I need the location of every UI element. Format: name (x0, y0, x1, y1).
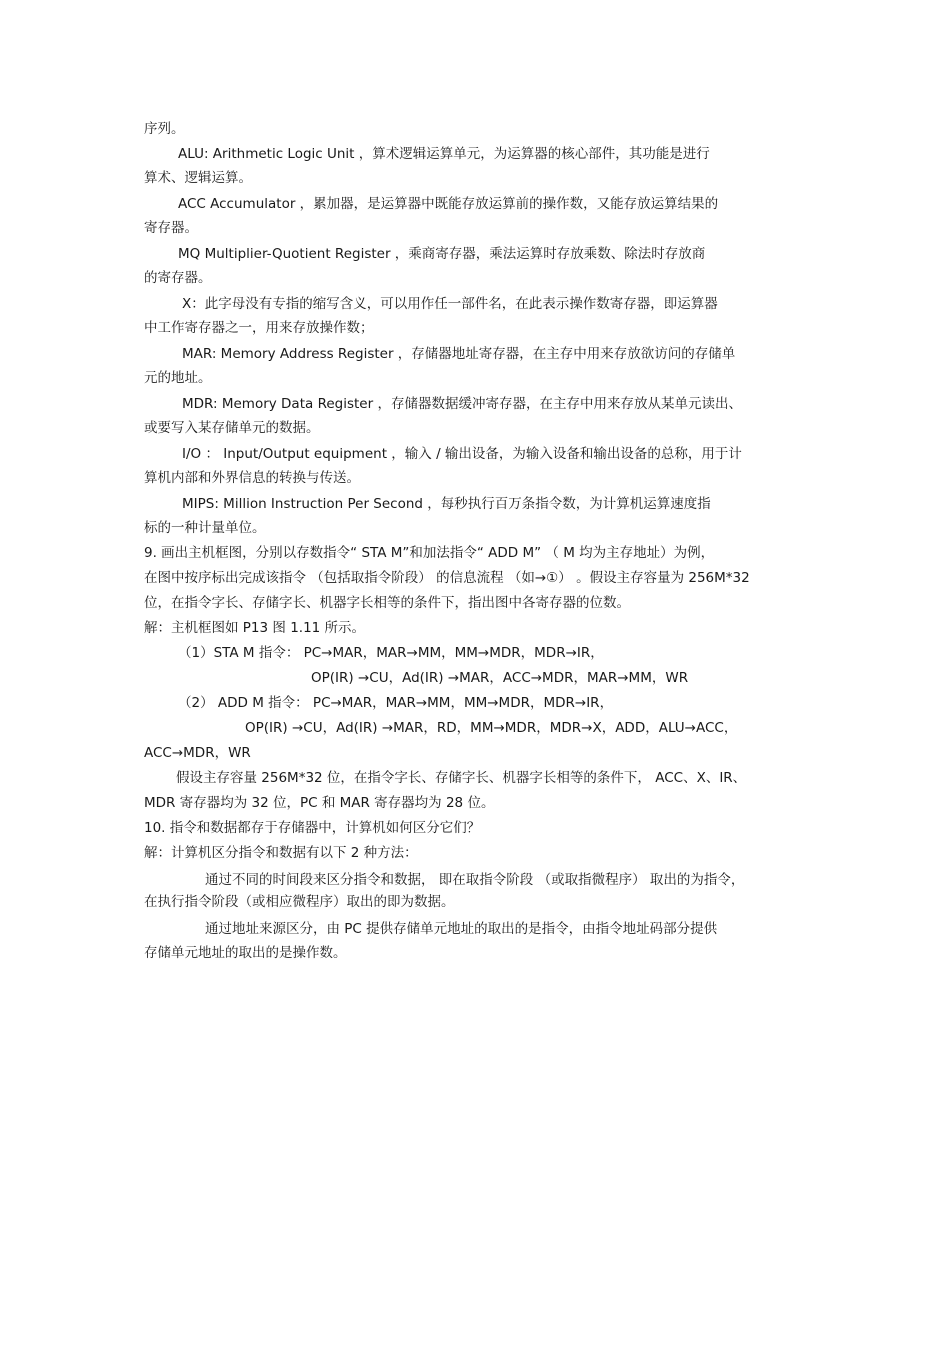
text-line: 通过地址来源区分，由 PC 提供存储单元地址的取出的是指令，由指令地址码部分提供 (205, 921, 718, 937)
text-line: 算术、逻辑运算。 (144, 170, 252, 186)
text-line: 在执行指令阶段（或相应微程序）取出的即为数据。 (144, 894, 455, 910)
text-line: 标的一种计量单位。 (144, 520, 266, 536)
text-line: （2） ADD M 指令： PC→MAR，MAR→MM，MM→MDR，MDR→IR， (178, 695, 614, 711)
text-line: 中工作寄存器之一，用来存放操作数； (144, 320, 374, 336)
text-line: 的寄存器。 (144, 270, 212, 286)
text-line: 假设主存容量 256M*32 位，在指令字长、存储字长、机器字长相等的条件下， ACC、X、IR、 (176, 770, 747, 786)
text-line: 寄存器。 (144, 220, 198, 236)
text-line: 位，在指令字长、存储字长、机器字长相等的条件下，指出图中各寄存器的位数。 (144, 595, 630, 611)
text-line: 算机内部和外界信息的转换与传送。 (144, 470, 360, 486)
text-line: I/O ： Input/Output equipment ，输入 / 输出设备，为输入设备和输出设备的总称，用于计 (182, 446, 742, 462)
text-line: 9. 画出主机框图，分别以存数指令“ STA M”和加法指令“ ADD M” （ M 均为主存地址）为例， (144, 545, 715, 561)
text-line: OP(IR) →CU，Ad(IR) →MAR，ACC→MDR，MAR→MM，WR (311, 670, 689, 686)
text-line: 在图中按序标出完成该指令 （包括取指令阶段） 的信息流程 （如→①） 。假设主存容量为 256M*32 (144, 570, 750, 586)
text-line: MIPS: Million Instruction Per Second ，每秒执行百万条指令数，为计算机运算速度指 (182, 496, 711, 512)
text-line: 元的地址。 (144, 370, 212, 386)
text-line: MDR: Memory Data Register ，存储器数据缓冲寄存器，在主存中用来存放从某单元读出、 (182, 396, 742, 412)
text-line: 10. 指令和数据都存于存储器中，计算机如何区分它们？ (144, 820, 481, 836)
text-line: 或要写入某存储单元的数据。 (144, 420, 320, 436)
text-line: OP(IR) →CU，Ad(IR) →MAR，RD，MM→MDR，MDR→X，ADD，ALU→ACC， (245, 720, 738, 736)
text-line: MDR 寄存器均为 32 位，PC 和 MAR 寄存器均为 28 位。 (144, 795, 495, 811)
text-line: 存储单元地址的取出的是操作数。 (144, 945, 347, 961)
text-line: 解：主机框图如 P13 图 1.11 所示。 (144, 620, 366, 636)
text-line: ALU: Arithmetic Logic Unit ，算术逻辑运算单元，为运算器的核心部件，其功能是进行 (178, 146, 710, 162)
text-line: MAR: Memory Address Register ，存储器地址寄存器，在主存中用来存放欲访问的存储单 (182, 346, 736, 362)
text-line: （1）STA M 指令： PC→MAR，MAR→MM，MM→MDR，MDR→IR， (178, 645, 604, 661)
text-line: ACC Accumulator ，累加器，是运算器中既能存放运算前的操作数，又能存放运算结果的 (178, 196, 719, 212)
text-line: 解：计算机区分指令和数据有以下 2 种方法： (144, 845, 418, 861)
text-line: X：此字母没有专指的缩写含义，可以用作任一部件名，在此表示操作数寄存器，即运算器 (182, 296, 718, 312)
text-line: 通过不同的时间段来区分指令和数据， 即在取指令阶段 （或取指微程序） 取出的为指令， (205, 872, 745, 888)
text-line: MQ Multiplier-Quotient Register ，乘商寄存器，乘法运算时存放乘数、除法时存放商 (178, 246, 706, 262)
text-line: ACC→MDR，WR (144, 745, 251, 761)
text-line: 序列。 (144, 121, 185, 137)
